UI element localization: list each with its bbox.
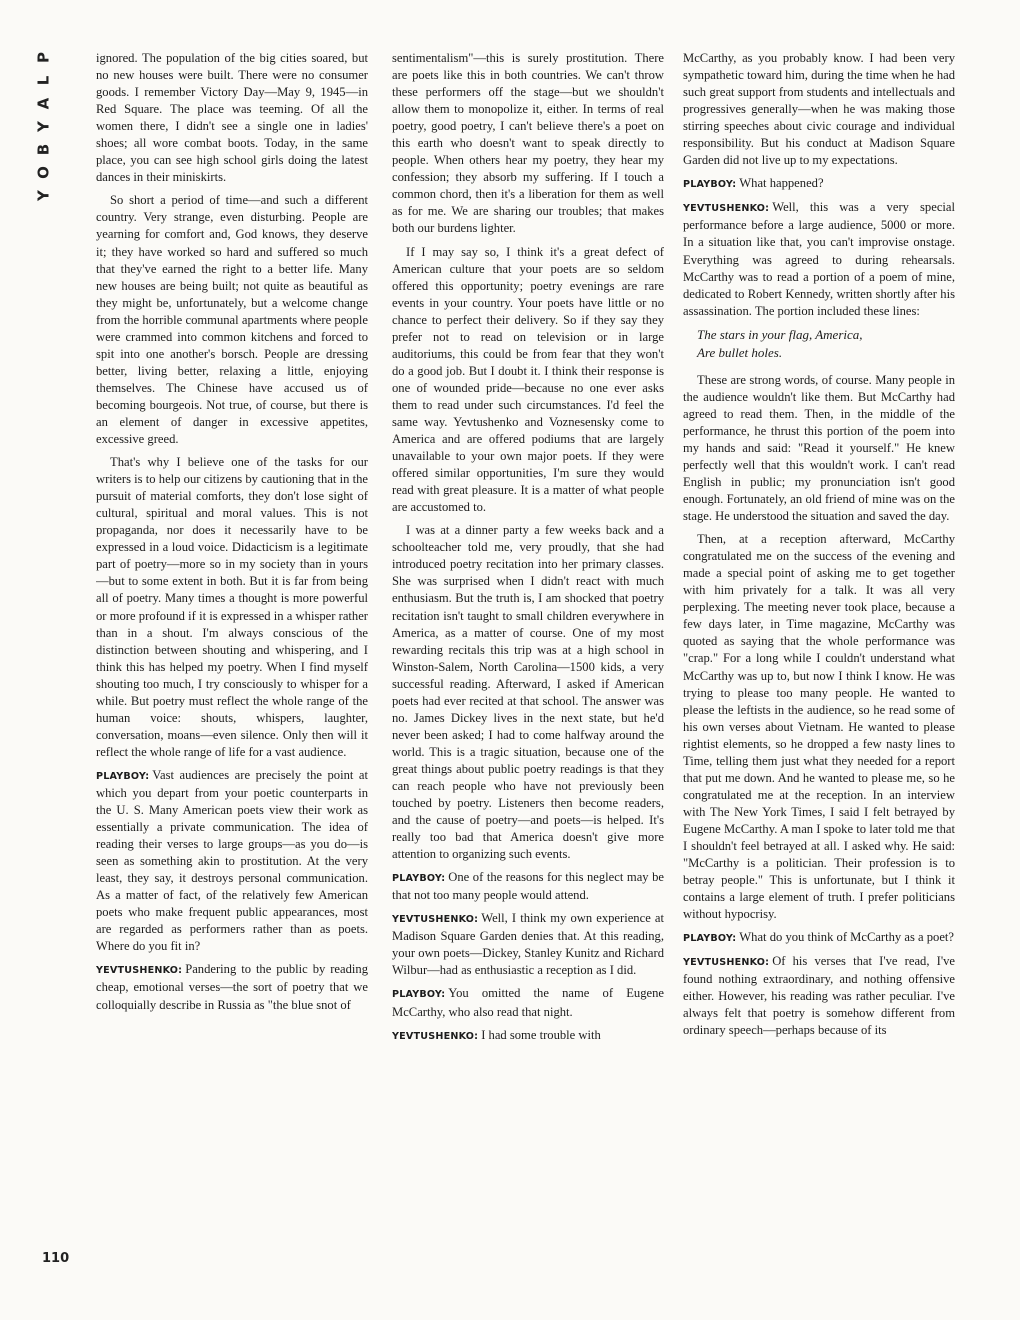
- speaker-text: Vast audiences are precisely the point at which you depart from your poetic counterparts in the U. S. Many American poets view their work as essentially a private communication. The idea of reading their verses to large groups—as you do—is seen as something akin to prostitution. At the very least, they say, it destroys personal communication. As a matter of fact, of the relatively few American poets who make frequent public appearances, most are regarded as performers rather than as poets. Where do you fit in?: [96, 767, 368, 954]
- speaker-label: YEVTUSHENKO:: [392, 914, 479, 926]
- body-paragraph: I was at a dinner party a few weeks back and a schoolteacher told me, very proudly, that she had introduced poetry recitation into her primary classes. She was surprised when I didn't react with much enthusiasm. But the truth is, I am shocked that poetry recitation isn't taught to small children everywhere in America, as a matter of course. One of my most rewarding recitals this trip was at a high school in Winston-Salem, North Carolina—1500 kids, a very successful reading. Afterward, I asked if American poets had ever recited at that school. The answer was no. James Dickey lives in the next state, but he'd never been asked; I had to come halfway around the world. This is a tragic situation, because one of the great things about public poetry readings is that they can reach people who have not previously been touched by poetry. Listeners then become readers, and the cause of poetry—and poets—is helped. It's really too bad that America doesn't give more attention to organizing such events.: [392, 523, 664, 862]
- interview-exchange: [392, 910, 664, 979]
- continued-paragraph: ignored. The population of the big cities soared, but no new houses were built. There were no consumer goods. I remember Victory Day—May 9, 1945—in Red Square. The place was teeming. Of all the women there, I didn't see a single one in ladies' shoes; all wore combat boots. Today, in the same place, you can see high school girls doing the latest dances in their miniskirts.: [96, 51, 368, 185]
- running-head: P L A Y B O Y: [34, 52, 53, 201]
- speaker-label: PLAYBOY:: [96, 770, 150, 782]
- speaker-text: What happened?: [739, 176, 824, 191]
- text-column-1: [96, 50, 368, 1272]
- continued-paragraph: McCarthy, as you probably know. I had been very sympathetic toward him, during the time when he had such great support from students and intellectuals and progressives generally—when he was making those stirring speeches about civic courage and individual responsibility. But his conduct at Madison Square Garden did not live up to my expectations.: [683, 51, 955, 168]
- speaker-text: What do you think of McCarthy as a poet?: [739, 930, 955, 945]
- speaker-text: One of the reasons for this neglect may be that not too many people would attend.: [392, 870, 664, 903]
- speaker-label: YEVTUSHENKO:: [392, 1030, 479, 1042]
- verse-quote: [697, 326, 955, 362]
- body-paragraph: That's why I believe one of the tasks for our writers is to help our citizens by cautioning that in the pursuit of material comforts, they don't lose sight of cultural, spiritual and moral values. This is not propaganda, nor does it necessarily have to be expressed in a loud voice. Didacticism is a legitimate part of poetry—more so in my society than in yours—but to some extent in both. But it is far from being all of poetry. Many times a thought is more powerful or more profound if it is expressed in a whisper rather than in a shout. I'm always conscious of the distinction between shouting and whispering, and I think this has helped my poetry. When I find myself shouting too much, I try consciously to whisper for a while. But poetry must reflect the whole range of the human voice: shouts, whispers, laughter, conversation, moans—even silence. Only then will it reflect the whole range of life for a vast audience.: [96, 455, 368, 759]
- speaker-text: I had some trouble with: [481, 1027, 601, 1042]
- body-paragraph: So short a period of time—and such a different country. Very strange, even disturbing. People are yearning for comfort and, God knows, they deserve it; they have worked so hard and suffered so much that they've earned the right to a better life. Many new houses are being built; not quite as beautiful as they might be, unfortunately, but a welcome change from the horrible communal apartments where people were crammed into common kitchens and forced to spit into one another's borsch. People are dressing better, living better, relaxing a little, enjoying themselves. The Chinese have accused us of becoming bourgeois. Not true, of course, but there is an element of danger in excessive appetites, excessive greed.: [96, 193, 368, 447]
- speaker-text: Of his verses that I've read, I've found nothing extraordinary, and nothing offensive either. However, his reading was rather peculiar. I've always felt that poetry is somehow different from ordinary speech—perhaps because of its: [683, 954, 955, 1038]
- speaker-text: You omitted the name of Eugene McCarthy, who also read that night.: [392, 986, 664, 1019]
- text-column-2: [392, 50, 664, 1272]
- interview-exchange: [392, 985, 664, 1020]
- speaker-label: YEVTUSHENKO:: [683, 957, 770, 969]
- speaker-text: Well, I think my own experience at Madison Square Garden denies that. At this reading, your own poets—Dickey, Stanley Kunitz and Richard Wilbur—had as enthusiastic a reception as I did.: [392, 911, 664, 978]
- verse-line: The stars in your flag, America,: [697, 326, 863, 342]
- verse-line: Are bullet holes.: [697, 344, 783, 360]
- speaker-label: PLAYBOY:: [392, 873, 446, 885]
- interview-exchange: [392, 1027, 664, 1045]
- speaker-label: PLAYBOY:: [392, 989, 446, 1001]
- body-paragraph: These are strong words, of course. Many people in the audience wouldn't like them. But McCarthy had agreed to read them. Then, in the middle of the performance, he thrust this portion of the poem into my hands and said: "Read it yourself." He knew perfectly well that this wouldn't work. I can't read English in public; my pronunciation isn't good enough. Fortunately, an old friend of mine was on the stage. He understood the situation and saved the day.: [683, 372, 955, 524]
- continued-paragraph: sentimentalism"—this is surely prostitution. There are poets like this in both countries. We can't throw these performers off the stage—but we shouldn't allow them to monopolize it, either. In terms of real poetry, good poetry, I can't believe there's a poet on this earth who doesn't want to speak directly to people. When others hear my poetry, they hear my confession; they absorb my suffering. If I touch a common chord, then it's a liberation for them as well as for me. We are sharing our troubles; that makes both our burdens lighter.: [392, 51, 664, 236]
- interview-exchange: [96, 961, 368, 1013]
- speaker-label: PLAYBOY:: [683, 179, 737, 191]
- page-number: 110: [42, 1251, 70, 1266]
- interview-exchange: [96, 767, 368, 956]
- interview-exchange: [683, 929, 955, 947]
- speaker-label: YEVTUSHENKO:: [683, 203, 770, 215]
- interview-exchange: [683, 953, 955, 1039]
- speaker-label: PLAYBOY:: [683, 933, 737, 945]
- body-paragraph: If I may say so, I think it's a great defect of American culture that your poets are so seldom offered this opportunity; poetry evenings are rare events in your country. Your poets have little or no chance to perfect their delivery. So if they say they prefer not to read on television or in large auditoriums, this could be from fear that they won't do a good job. But I doubt it. I think their response is one of wounded pride—because no one ever asks them to read under such circumstances. I'd feel the same way. Yevtushenko and Voznesensky come to America and are offered podiums that are largely unavailable to your own major poets. If they were offered similar opportunities, I'm sure they would read with great pleasure. It is a matter of what people are accustomed to.: [392, 244, 664, 515]
- interview-exchange: [392, 869, 664, 904]
- speaker-text: Well, this was a very special performance before a large audience, 5000 or more. In a situation like that, you can't improvise onstage. Everything was agreed to during rehearsals. McCarthy was to read a portion of a poem of mine, dedicated to Robert Kennedy, written shortly after his assassination. The portion included these lines:: [683, 200, 955, 318]
- body-paragraph: Then, at a reception afterward, McCarthy congratulated me on the success of the evening and made a special point of asking me to get together with him privately for a talk. It was all very perplexing. The meeting never took place, because a few days later, in Time magazine, McCarthy was quoted as saying that the whole performance was "crap." For a long while I couldn't understand what McCarthy was up to, but now I think I know. He was trying to please too many people. He wanted to please the leftists in the audience, so he read some of his own verses about Vietnam. He wanted to please rightist elements, so he dropped a few nasty lines to Time, telling them just what they needed for a report that put me down. And he wanted to please me, so he congratulated me at the reception. In an interview with The New York Times, I said I felt betrayed by Eugene McCarthy. A man I spoke to later told me that I shouldn't feel betrayed at all. I asked why. He said: "McCarthy is a politician. Their profession is to betray people." This is unfortunate, but I think it contains a large element of truth. I prefer politicians without hypocrisy.: [683, 532, 955, 922]
- interview-exchange: [683, 175, 955, 193]
- speaker-text: Pandering to the public by reading cheap, emotional verses—the sort of poetry that we colloquially describe in Russia as "the blue snot of: [96, 962, 368, 1012]
- interview-exchange: [683, 199, 955, 319]
- text-column-3: [683, 50, 955, 1272]
- speaker-label: YEVTUSHENKO:: [96, 965, 183, 977]
